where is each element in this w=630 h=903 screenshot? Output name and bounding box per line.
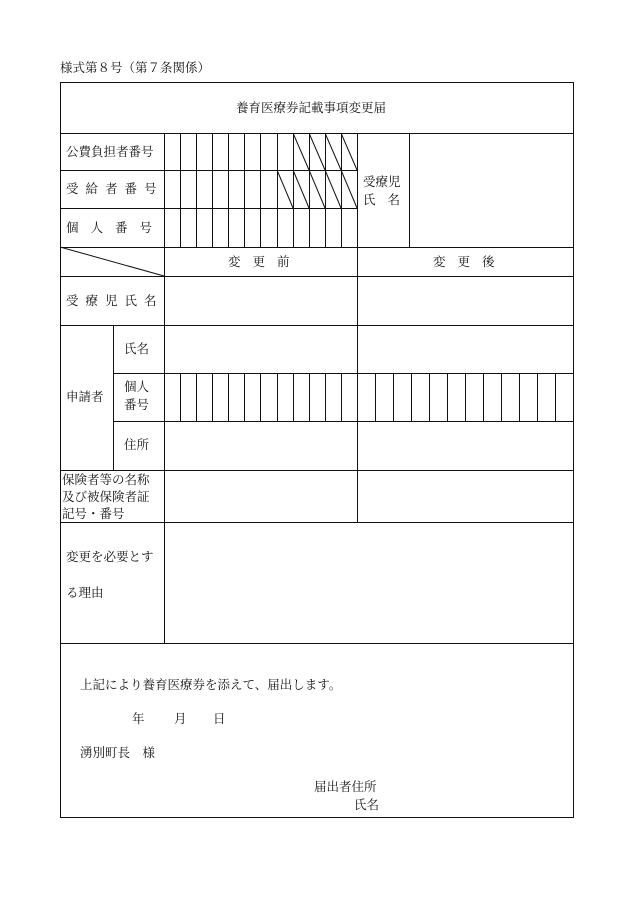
insurer-label-line2: 及び被保険者証	[62, 489, 150, 504]
applicant-label: 申請者	[66, 389, 104, 404]
personal-number-label: 個人番号	[66, 220, 165, 235]
insurer-label-line3: 記号・番号	[62, 506, 125, 521]
public-payer-number-label: 公費負担者番号	[66, 144, 154, 159]
after-header: 変更後	[433, 254, 507, 269]
date-month: 月	[174, 711, 187, 726]
applicant-number-label-line1: 個人	[124, 379, 150, 394]
patient-name-label: 受療児氏名	[66, 293, 164, 308]
applicant-number-label-line2: 番号	[124, 397, 150, 412]
notifier-name-label: 氏名	[354, 797, 380, 812]
reason-label-line1: 変更を必要とす	[66, 549, 154, 564]
form-number: 様式第８号（第７条関係）	[60, 60, 211, 75]
patient-label-line1: 受療児	[363, 174, 401, 189]
statement-text: 上記により養育医療券を添えて、届出します。	[80, 677, 342, 692]
date-day: 日	[213, 711, 226, 726]
reason-label-line2: る理由	[66, 585, 104, 600]
applicant-name-label: 氏名	[124, 341, 150, 356]
addressee: 湧別町長 様	[80, 745, 156, 760]
patient-label-line2: 氏名	[363, 192, 413, 207]
form-title: 養育医療券記載事項変更届	[236, 100, 387, 115]
recipient-number-label: 受給者番号	[66, 181, 164, 196]
notifier-address-label: 届出者住所	[314, 779, 377, 794]
insurer-label-line1: 保険者等の名称	[62, 472, 150, 487]
before-header: 変更前	[228, 254, 302, 269]
applicant-address-label: 住所	[124, 437, 150, 452]
date-year: 年	[132, 711, 145, 726]
